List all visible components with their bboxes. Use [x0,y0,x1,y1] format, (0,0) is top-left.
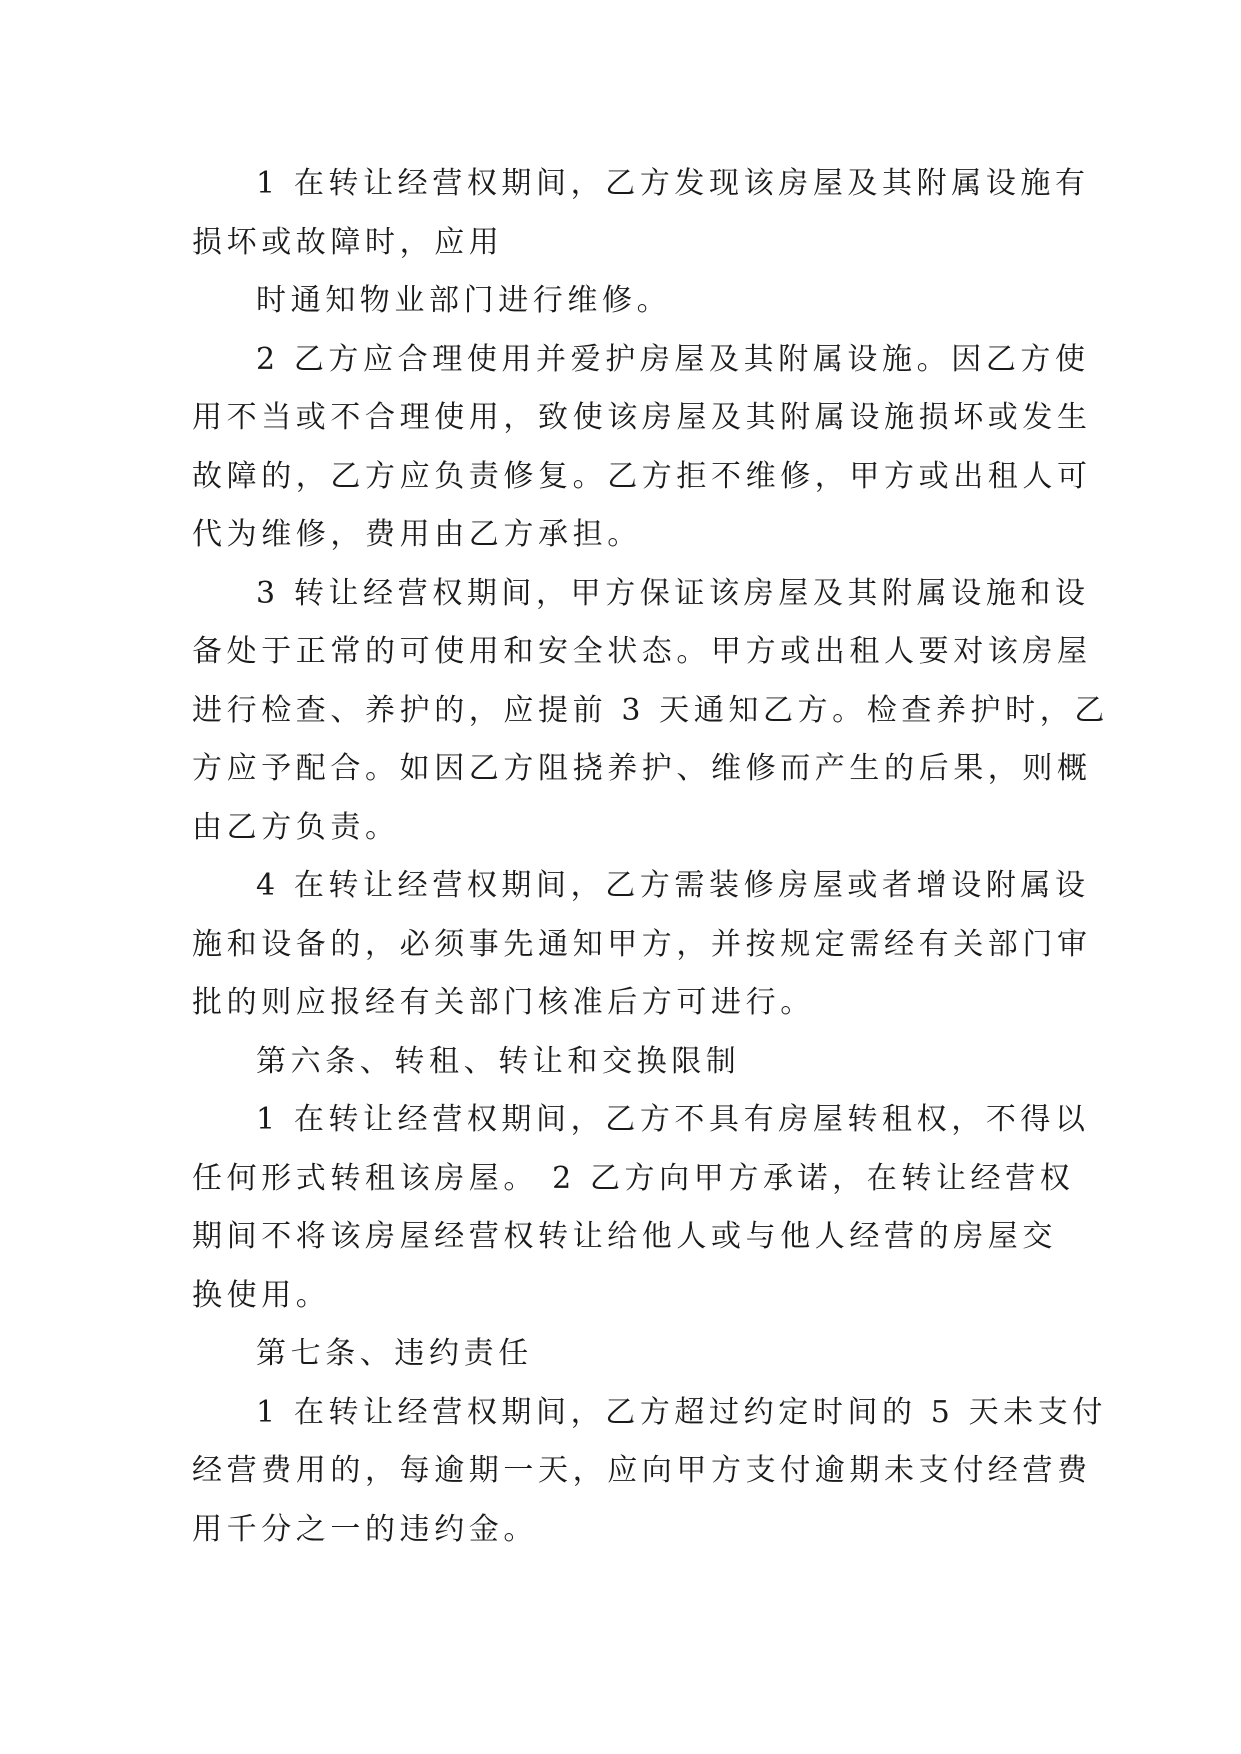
text-line: 损坏或故障时，应用 [192,224,504,260]
text-line: 时通知物业部门进行维修。 [256,283,672,318]
document-body [192,155,1109,1559]
section-heading: 第七条、违约责任 [256,1336,533,1371]
text-line: 用不当或不合理使用，致使该房屋及其附属设施损坏或发生 [192,400,1092,435]
text-line: 期间不将该房屋经营权转让给他人或与他人经营的房屋交 [192,1219,1057,1254]
section-heading: 第六条、转租、转让和交换限制 [256,1043,741,1079]
text-line: 代为维修，费用由乙方承担。 [192,517,642,552]
text-line: 4 在转让经营权期间，乙方需装修房屋或者增设附属设 [256,868,1090,903]
text-line: 1 在转让经营权期间，乙方发现该房屋及其附属设施有 [256,166,1090,201]
text-line: 故障的，乙方应负责修复。乙方拒不维修，甲方或出租人可 [192,458,1092,494]
text-line: 方应予配合。如因乙方阻挠养护、维修而产生的后果，则概 [192,751,1092,786]
text-line: 3 转让经营权期间，甲方保证该房屋及其附属设施和设 [256,575,1090,611]
text-line: 备处于正常的可使用和安全状态。甲方或出租人要对该房屋 [192,634,1092,669]
text-line: 任何形式转租该房屋。 2 乙方向甲方承诺，在转让经营权 [192,1160,1075,1196]
text-line: 2 乙方应合理使用并爱护房屋及其附属设施。因乙方使 [256,341,1090,377]
text-line: 1 在转让经营权期间，乙方超过约定时间的 5 天未支付 [256,1394,1107,1430]
text-line: 由乙方负责。 [192,809,400,845]
text-line: 经营费用的，每逾期一天，应向甲方支付逾期未支付经营费 [192,1453,1092,1488]
text-line: 换使用。 [192,1277,331,1313]
text-line: 用千分之一的违约金。 [192,1511,538,1547]
text-line: 施和设备的，必须事先通知甲方，并按规定需经有关部门审 [192,926,1092,962]
text-line: 批的则应报经有关部门核准后方可进行。 [192,985,815,1020]
text-line: 进行检查、养护的，应提前 3 天通知乙方。检查养护时，乙 [192,692,1109,728]
text-line: 1 在转让经营权期间，乙方不具有房屋转租权，不得以 [256,1102,1090,1137]
